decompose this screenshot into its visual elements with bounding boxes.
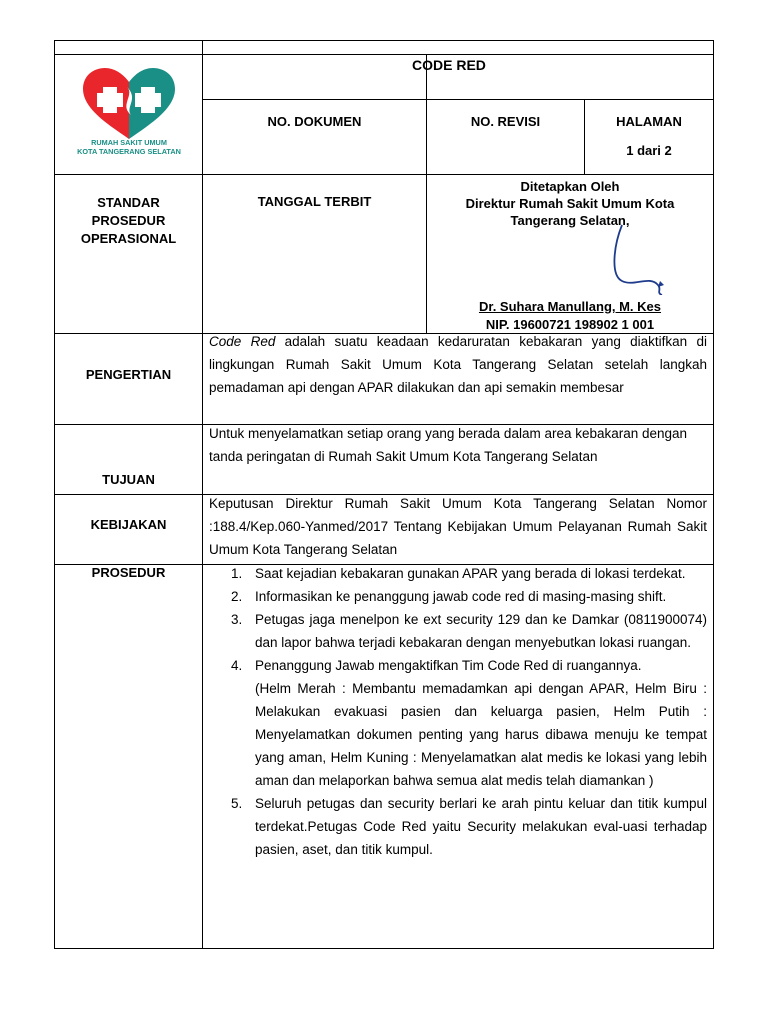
approval-cell xyxy=(426,174,714,334)
tujuan-text: Untuk menyelamatkan setiap orang yang berada dalam area kebakaran dengan tanda peringatan di Rumah Sakit Umum Kota Tangerang Selatan xyxy=(209,426,688,464)
kebijakan-text: Keputusan Direktur Rumah Sakit Umum Kota Tangerang Selatan Nomor :188.4/Kep.060-Yanmed/2017 Tentang Kebijakan Umum Pelayanan Rumah Sakit Umum Kota Tangerang Selatan xyxy=(209,496,707,557)
hospital-logo-icon xyxy=(79,65,179,145)
top-empty-left xyxy=(54,40,203,55)
sop-type-line1: STANDAR xyxy=(97,195,160,210)
prosedur-step xyxy=(203,562,707,585)
prosedur-step xyxy=(203,654,707,792)
step-text: Petugas jaga menelpon ke ext security 129 dan ke Damkar (0811900074) dan lapor bahwa terjadi kebakaran dengan menyebutkan lokasi ruangan. xyxy=(255,612,707,650)
pengertian-label-cell xyxy=(54,333,203,425)
pengertian-text xyxy=(203,330,713,399)
sop-type-line2: PROSEDUR xyxy=(91,213,166,228)
halaman-value: 1 dari 2 xyxy=(626,143,672,158)
step-text: Penanggung Jawab mengaktifkan Tim Code Red di ruangannya. xyxy=(255,658,642,673)
tujuan-label-cell xyxy=(54,424,203,495)
signer-nip: NIP. 19600721 198902 1 001 xyxy=(485,317,655,332)
signature-image xyxy=(602,215,682,295)
document-title: CODE RED xyxy=(412,57,486,73)
approval-line1: Ditetapkan Oleh xyxy=(520,179,620,194)
tanggal-terbit-label: TANGGAL TERBIT xyxy=(257,194,372,209)
kebijakan-content-cell xyxy=(202,494,714,565)
step-text: Informasikan ke penanggung jawab code red di masing-masing shift. xyxy=(255,589,667,604)
approval-line2: Direktur Rumah Sakit Umum Kota xyxy=(465,196,675,211)
pengertian-term: Code Red xyxy=(209,334,276,349)
top-empty-right xyxy=(202,40,714,55)
sop-type-label xyxy=(55,194,202,248)
no-revisi-cell xyxy=(426,99,585,175)
no-revisi-label: NO. REVISI xyxy=(470,114,541,129)
step-note: (Helm Merah : Membantu memadamkan api dengan APAR, Helm Biru : Melakukan evakuasi pasien dan keluarga pasien, Helm Putih : Menyelamatkan dokumen penting yang harus dibawa menuju ke tempat yang aman, Helm Kuning : Menyelamatkan alat medis ke lokasi yang lebih aman dan melaporkan bahwa semua alat medis telah diamankan ) xyxy=(255,681,707,788)
tujuan-content-cell xyxy=(202,424,714,495)
prosedur-content-cell xyxy=(202,564,714,949)
kebijakan-label: KEBIJAKAN xyxy=(90,517,167,532)
prosedur-step xyxy=(203,792,707,861)
no-dokumen-cell xyxy=(202,99,427,175)
step-number: 4. xyxy=(231,658,243,673)
step-number: 2. xyxy=(231,589,243,604)
hospital-name-line1: RUMAH SAKIT UMUM xyxy=(91,138,167,147)
prosedur-step xyxy=(203,608,707,654)
title-divider-cell xyxy=(202,54,427,100)
pengertian-content-cell xyxy=(202,333,714,425)
sop-type-cell xyxy=(54,174,203,334)
prosedur-label: PROSEDUR xyxy=(91,565,166,580)
step-number: 5. xyxy=(231,796,243,811)
no-dokumen-label: NO. DOKUMEN xyxy=(267,114,362,129)
halaman-label: HALAMAN xyxy=(616,114,682,129)
logo-cell xyxy=(54,54,203,175)
approval-line3: Tangerang Selatan, xyxy=(510,213,630,228)
sop-document xyxy=(54,40,714,949)
prosedur-label-cell xyxy=(54,564,203,949)
prosedur-step xyxy=(203,585,707,608)
tujuan-label: TUJUAN xyxy=(102,472,155,487)
step-number: 3. xyxy=(231,612,243,627)
halaman-cell xyxy=(584,99,714,175)
step-text: Saat kejadian kebakaran gunakan APAR yang berada di lokasi terdekat. xyxy=(255,566,686,581)
pengertian-label: PENGERTIAN xyxy=(85,367,172,382)
pengertian-body: adalah suatu keadaan kedaruratan kebakaran yang diaktifkan di lingkungan Rumah Sakit Umum Kota Tangerang Selatan setelah langkah pemadaman api dengan APAR dilakukan dan api semakin membesar xyxy=(209,334,707,395)
tanggal-terbit-cell xyxy=(202,174,427,334)
hospital-name-line2: KOTA TANGERANG SELATAN xyxy=(77,147,181,156)
signer-name: Dr. Suhara Manullang, M. Kes xyxy=(478,299,662,314)
sop-type-line3: OPERASIONAL xyxy=(80,231,177,246)
kebijakan-label-cell xyxy=(54,494,203,565)
step-number: 1. xyxy=(231,566,243,581)
prosedur-steps xyxy=(203,562,713,861)
step-text: Seluruh petugas dan security berlari ke arah pintu keluar dan titik kumpul terdekat.Petugas Code Red yaitu Security melakukan eval-uasi terhadap pasien, aset, dan titik kumpul. xyxy=(255,796,707,857)
